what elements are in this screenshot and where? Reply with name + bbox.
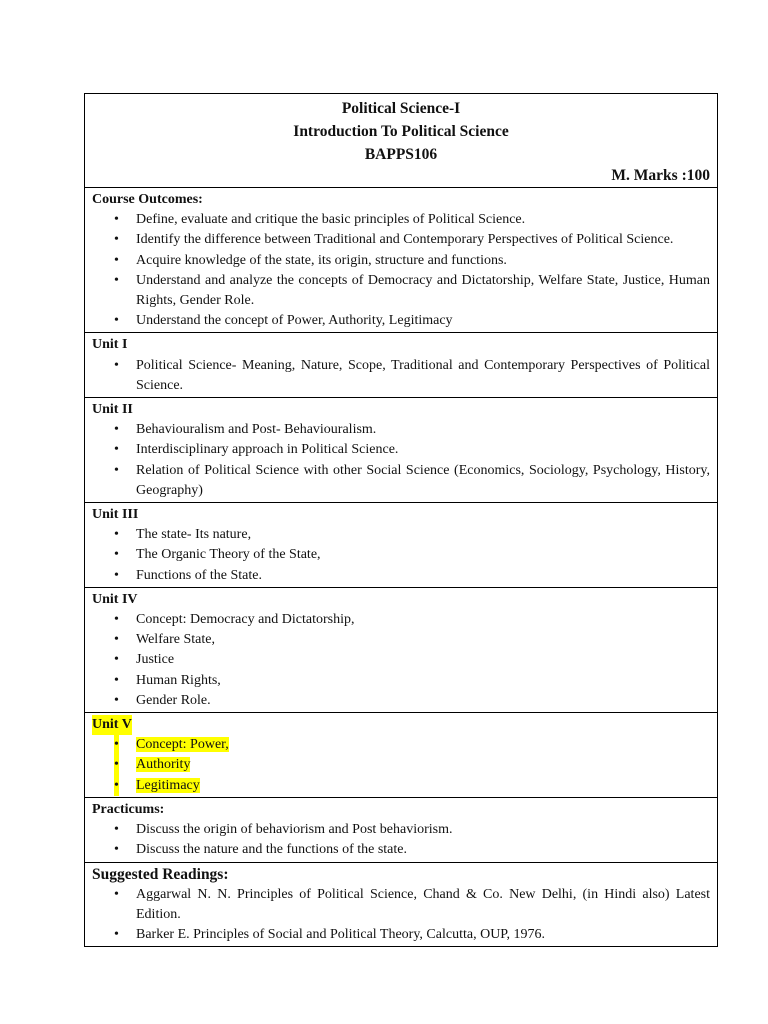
bullet-icon: • <box>114 652 119 668</box>
bullet-icon: • <box>114 672 119 688</box>
bullet-icon: • <box>114 822 119 838</box>
list-item-text: Justice <box>136 652 175 668</box>
list-item-text: Barker E. Principles of Social and Political Theory, Calcutta, OUP, 1976. <box>136 927 546 943</box>
bullet-list <box>92 885 710 946</box>
list-item <box>92 840 710 860</box>
bullet-icon: • <box>114 212 119 228</box>
list-item <box>92 650 710 670</box>
section-heading-text: Practicums: <box>92 801 165 817</box>
section-heading-text: Suggested Readings: <box>92 865 229 883</box>
section-unit-iii <box>85 503 717 588</box>
list-item <box>92 461 710 501</box>
list-item <box>92 230 710 250</box>
list-item <box>92 210 710 230</box>
bullet-icon: • <box>114 422 119 438</box>
list-item-text: Concept: Power, <box>136 737 229 753</box>
list-item-text: Authority <box>136 757 191 773</box>
list-item-text: Legitimacy <box>136 777 200 793</box>
list-item <box>92 735 710 755</box>
list-item-text: Welfare State, <box>136 632 215 648</box>
list-item-text: The Organic Theory of the State, <box>136 547 321 563</box>
section-heading <box>92 865 710 885</box>
list-item-text: Functions of the State. <box>136 567 262 583</box>
course-code: BAPPS106 <box>364 146 438 163</box>
bullet-icon: • <box>114 357 119 373</box>
section-heading <box>92 715 710 735</box>
bullet-icon: • <box>114 232 119 248</box>
bullet-list <box>92 735 710 796</box>
list-item <box>92 820 710 840</box>
bullet-icon: • <box>114 886 119 902</box>
section-heading <box>92 590 710 610</box>
section-heading <box>92 335 710 355</box>
list-item <box>92 356 710 396</box>
list-item-text: Concept: Democracy and Dictatorship, <box>136 612 355 628</box>
list-item <box>92 885 710 925</box>
list-item-text: Define, evaluate and critique the basic principles of Political Science. <box>136 212 526 228</box>
list-item <box>92 671 710 691</box>
list-item <box>92 691 710 711</box>
list-item-text: Behaviouralism and Post- Behaviouralism. <box>136 422 377 438</box>
bullet-icon: • <box>114 755 119 775</box>
bullet-list <box>92 356 710 396</box>
section-heading-text: Unit II <box>92 402 133 418</box>
list-item-text: Relation of Political Science with other Social Science (Economics, Sociology, Psychology, History, Geography) <box>136 462 710 498</box>
bullet-icon: • <box>114 313 119 329</box>
list-item-text: The state- Its nature, <box>136 527 252 543</box>
list-item <box>92 545 710 565</box>
list-item-text: Understand and analyze the concepts of Democracy and Dictatorship, Welfare State, Justice, Human Rights, Gender Role. <box>136 272 710 309</box>
bullet-icon: • <box>114 612 119 628</box>
list-item-text: Interdisciplinary approach in Political Science. <box>136 442 399 458</box>
bullet-icon: • <box>114 272 119 288</box>
bullet-list <box>92 820 710 860</box>
section-heading-text: Unit I <box>92 337 128 353</box>
list-item <box>92 311 710 331</box>
list-item <box>92 755 710 775</box>
section-course-outcomes <box>85 188 717 333</box>
bullet-icon: • <box>114 927 119 943</box>
bullet-icon: • <box>114 692 119 708</box>
list-item <box>92 776 710 796</box>
course-title: Political Science-I <box>341 100 461 117</box>
bullet-icon: • <box>114 632 119 648</box>
section-heading <box>92 505 710 525</box>
section-heading-text: Unit V <box>92 715 132 735</box>
bullet-list <box>92 610 710 711</box>
list-item <box>92 630 710 650</box>
bullet-icon: • <box>114 462 119 478</box>
list-item-text: Political Science- Meaning, Nature, Scope, Traditional and Contemporary Perspectives of Political Science. <box>136 357 710 393</box>
bullet-icon: • <box>114 842 119 858</box>
bullet-icon: • <box>114 567 119 583</box>
section-suggested-readings <box>85 863 717 947</box>
bullet-icon: • <box>114 442 119 458</box>
list-item-text: Acquire knowledge of the state, its origin, structure and functions. <box>136 252 507 268</box>
header-section <box>85 94 717 188</box>
list-item <box>92 525 710 545</box>
syllabus-table <box>84 93 718 947</box>
section-heading-text: Unit III <box>92 507 139 523</box>
list-item <box>92 420 710 440</box>
bullet-list <box>92 525 710 586</box>
section-unit-v <box>85 713 717 798</box>
section-heading <box>92 400 710 420</box>
bullet-icon: • <box>114 527 119 543</box>
list-item-text: Gender Role. <box>136 692 211 708</box>
section-heading <box>92 190 710 210</box>
list-item-text: Discuss the nature and the functions of the state. <box>136 842 407 858</box>
course-subtitle: Introduction To Political Science <box>293 123 509 140</box>
max-marks: M. Marks :100 <box>611 167 710 184</box>
bullet-icon: • <box>114 252 119 268</box>
list-item <box>92 610 710 630</box>
list-item <box>92 566 710 586</box>
bullet-icon: • <box>114 735 119 755</box>
section-unit-ii <box>85 398 717 503</box>
section-heading <box>92 800 710 820</box>
section-heading-text: Unit IV <box>92 591 138 607</box>
list-item <box>92 251 710 271</box>
list-item-text: Identify the difference between Traditional and Contemporary Perspectives of Political Science. <box>136 232 674 248</box>
bullet-list <box>92 420 710 501</box>
list-item-text: Human Rights, <box>136 672 221 688</box>
list-item-text: Discuss the origin of behaviorism and Post behaviorism. <box>136 822 453 838</box>
list-item-text: Aggarwal N. N. Principles of Political Science, Chand & Co. New Delhi, (in Hindi also) Latest Edition. <box>136 886 710 922</box>
list-item <box>92 271 710 311</box>
section-heading-text: Course Outcomes: <box>92 192 203 207</box>
section-unit-iv <box>85 588 717 713</box>
section-practicums <box>85 798 717 863</box>
section-unit-i <box>85 333 717 398</box>
bullet-icon: • <box>114 776 119 796</box>
list-item <box>92 440 710 460</box>
list-item-text: Understand the concept of Power, Authority, Legitimacy <box>136 313 453 329</box>
list-item <box>92 925 710 945</box>
bullet-icon: • <box>114 547 119 563</box>
bullet-list <box>92 210 710 331</box>
